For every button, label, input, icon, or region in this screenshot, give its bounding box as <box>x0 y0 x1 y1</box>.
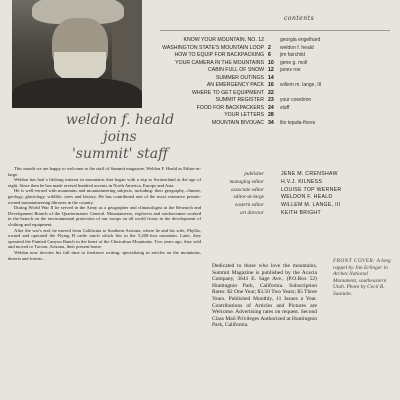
headline-joins: joins <box>103 129 137 145</box>
article-paragraph: After the war's end, he moved from California to Southern Arizona, where he and his wife, Phyllis, owned and operated the Flying H cattle ranch which lies in the 5,200-foot mountain. Later, they operated the Painted Canyon Ranch in the heart of the Chiricahua Mountains. Two years ago, they sold and moved to Tucson, Arizona, their present home. <box>8 227 201 250</box>
table-of-contents <box>150 37 390 127</box>
staff-name: LOUISE TOP WERNER <box>281 186 342 193</box>
contents-heading: contents <box>284 15 315 22</box>
toc-author: janes roe <box>280 67 301 73</box>
staff-entry <box>150 179 390 187</box>
toc-title: AN EMERGENCY PACK <box>206 82 264 88</box>
headline-name: weldon f. heald <box>65 112 175 128</box>
toc-page: 6 <box>268 52 271 58</box>
toc-entry[interactable] <box>150 60 390 68</box>
toc-author: your cowdoon <box>280 97 312 103</box>
publication-dedication: Dedicated to those who love the mountains, Summit Magazine is published by the Acacia Company, 3641 E. Sage Ave., (P.O.Box 52) Huntington Park, California. Subscription Rates: $2 One Year; $3.50 Two Years; $5 Three Years. Published Monthly, 11 Issues a Year. Contributions of Articles and Pictures are Welcome. Advertising rates on request. Second Class Mail Privileges Authorized at Huntington Park, California. <box>212 263 317 329</box>
article-paragraph: During World War II he served in the Army as a geographer and climatologist in the Research and Development Branch of the Quartermaster General. Mountaineers, explorers and outdoorsmen worked in the branch on the environmental protection of our troops on all world fronts in the development of clothing and equipment. <box>8 205 201 227</box>
toc-entry[interactable] <box>150 45 390 53</box>
staff-role: publisher <box>244 171 264 177</box>
toc-entry[interactable] <box>150 37 390 45</box>
toc-title: MOUNTAIN BIVOUAC <box>211 119 264 126</box>
toc-author: georgia engelhard <box>280 37 321 43</box>
toc-author: gene g. moll <box>280 59 308 66</box>
toc-entry[interactable] <box>150 67 390 75</box>
staff-entry <box>150 171 390 179</box>
toc-entry[interactable] <box>150 120 390 128</box>
cover-label: FRONT COVER: <box>333 258 376 264</box>
toc-page: 24 <box>268 104 274 111</box>
staff-masthead <box>150 171 390 218</box>
toc-page: 16 <box>268 82 274 88</box>
toc-title: YOUR LETTERS <box>224 112 264 118</box>
toc-entry[interactable] <box>150 112 390 120</box>
toc-author: lito tejada-flores <box>280 119 316 126</box>
toc-entry[interactable] <box>150 75 390 83</box>
staff-name: WILLEM M. LANGE, III <box>281 202 341 209</box>
toc-entry[interactable] <box>150 105 390 113</box>
staff-name: JENE M. CRENSHAW <box>281 171 338 177</box>
toc-title: KNOW YOUR MOUNTAIN, NO. 12 <box>183 37 264 43</box>
toc-page: 2 <box>268 44 271 51</box>
toc-page: 14 <box>268 74 274 81</box>
toc-author: jim fairchild <box>280 52 306 58</box>
headline-summit-staff: 'summit' staff <box>71 146 169 162</box>
contents-divider <box>160 30 390 31</box>
toc-entry[interactable] <box>150 52 390 60</box>
portrait-photo <box>12 0 142 108</box>
cover-text: A long rappel by Jim Erlinger in Arches National Monument, southeastern Utah. Photo by Cecil R. Sauluite. <box>333 258 391 297</box>
toc-title: CABIN FULL OF SNOW <box>207 67 264 73</box>
toc-title: FOOD FOR BACKPACKERS <box>196 104 264 111</box>
staff-entry <box>150 210 390 218</box>
toc-entry[interactable] <box>150 82 390 90</box>
toc-page: 22 <box>268 89 274 96</box>
toc-title: SUMMER OUTINGS <box>215 74 264 81</box>
staff-role: associate editor <box>231 186 264 193</box>
toc-page: 10 <box>268 59 274 66</box>
toc-author: willem m. lange, III <box>280 82 322 88</box>
toc-title: SUMMIT REGISTER <box>215 97 264 103</box>
front-cover-caption <box>333 258 393 298</box>
toc-page: 23 <box>268 97 274 103</box>
toc-author: staff <box>280 104 290 111</box>
staff-entry <box>150 187 390 195</box>
article-paragraph: He is well-versed with mountains and mountaineering subjects, including: their geography, climate, geology, glaciology, wildlife, trees and history. He has contributed one of the most extensive private-owned mountaineering libraries in the country. <box>8 188 201 205</box>
staff-name: WELDON F. HEALD <box>281 194 333 201</box>
staff-role: managing editor <box>229 178 264 185</box>
staff-entry <box>150 202 390 210</box>
toc-title: WASHINGTON STATE'S MOUNTAIN LOOP <box>162 44 264 51</box>
toc-entry[interactable] <box>150 97 390 105</box>
staff-role: eastern editor <box>235 202 264 209</box>
toc-title: YOUR CAMERA IN THE MOUNTAINS <box>175 59 264 66</box>
staff-name: KEITH BRIGHT <box>281 209 321 216</box>
toc-page: 28 <box>268 112 274 118</box>
staff-name: H.V.J. KILNESS <box>281 178 323 185</box>
toc-title: HOW TO EQUIP FOR BACKPACKING <box>174 52 264 58</box>
toc-page: 34 <box>268 119 274 126</box>
toc-entry[interactable] <box>150 90 390 98</box>
article-paragraph: This month we are happy to welcome to the staff of Summit magazine, Weldon F. Heald as Editor-at-large. <box>8 166 201 177</box>
staff-role: editor-at-large <box>233 194 264 201</box>
toc-page: 12 <box>268 67 274 73</box>
article-paragraph: Weldon now devotes his full time to freelance writing, specializing in articles on the mountains, deserts and forests... <box>8 249 201 261</box>
staff-entry <box>150 194 390 202</box>
toc-author: weldon f. heald <box>280 44 314 51</box>
article-paragraph: Weldon has had a lifelong interest in mountains that began with a trip to Switzerland at the age of eight. Since then he has made several hundred ascents in North America, Europe and Asia. <box>8 177 201 188</box>
toc-title: WHERE TO GET EQUIPMENT <box>191 89 264 96</box>
staff-role: art director <box>240 209 264 216</box>
